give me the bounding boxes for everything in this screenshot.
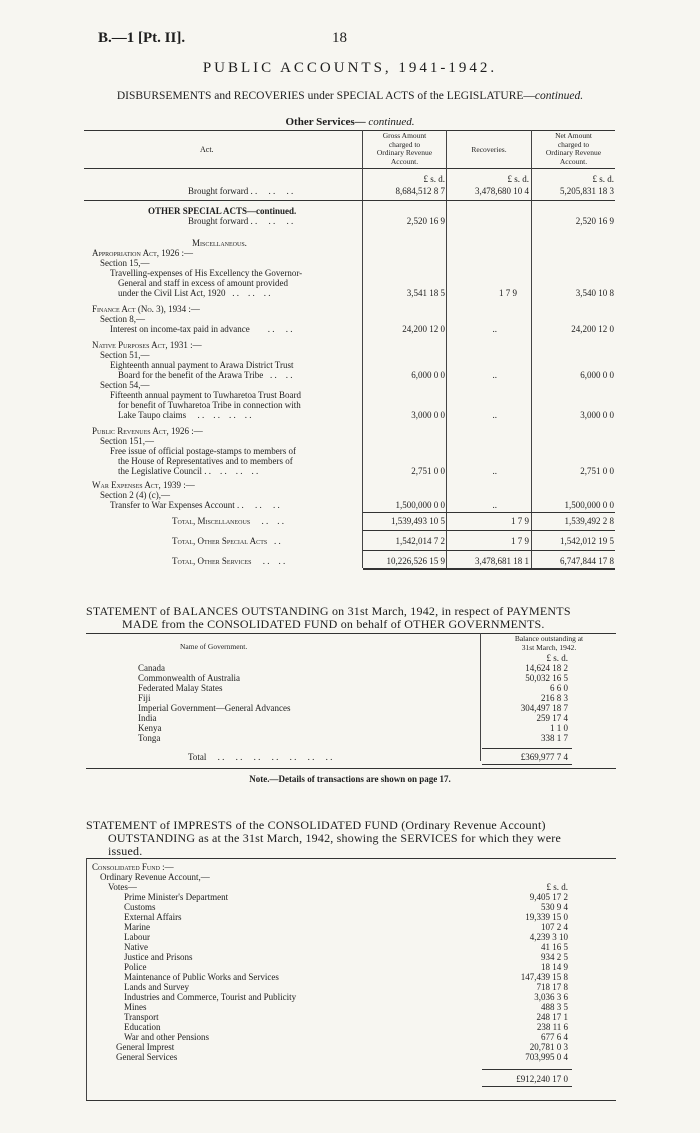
cell-net: 1,542,012 19 5	[560, 536, 614, 546]
list-item-name: Labour	[124, 932, 150, 942]
list-item-name: Imperial Government—General Advances	[138, 703, 291, 713]
item-text: General and staff in excess of amount provided	[118, 278, 289, 288]
list-item-name: Education	[124, 1022, 161, 1032]
cell-rec: ..	[492, 410, 497, 420]
cell-rec: 3,478,681 18 1	[475, 556, 529, 566]
total-row-label: Total, Other Special Acts . .	[172, 536, 281, 546]
fund-heading: Consolidated Fund :—	[92, 862, 174, 872]
item-text: Board for the benefit of the Arawa Tribe . . . .	[118, 370, 293, 380]
list-item-value: 4,239 3 10	[529, 932, 568, 942]
section-label: Other Services— continued.	[285, 116, 415, 128]
col-act-header: Act.	[200, 145, 214, 154]
cell-rec: 1 7 9	[511, 516, 529, 526]
cell-rec: ..	[492, 370, 497, 380]
list-item-name: Industries and Commerce, Tourist and Publicity	[124, 992, 297, 1002]
misc-heading: Miscellaneous.	[192, 238, 247, 248]
list-item-value: 6 6 0	[550, 683, 568, 693]
list-item-value: 18 14 9	[541, 962, 568, 972]
cell-net: 1,539,492 2 8	[564, 516, 614, 526]
item-text: Travelling-expenses of His Excellency the Governor-	[110, 268, 303, 278]
table-row: Brought forward . . . . . .	[188, 186, 294, 196]
col-net-header: Net Amount charged to Ordinary Revenue Account.	[545, 131, 602, 166]
cell-gross: 10,226,526 15 9	[386, 556, 445, 566]
section-heading: OTHER SPECIAL ACTS—continued.	[148, 206, 297, 216]
cell-net: 1,500,000 0 0	[564, 500, 614, 510]
list-item-value: 19,339 15 0	[525, 912, 568, 922]
lsd-gross: £ s. d.	[423, 174, 445, 184]
list-item-name: General Imprest	[116, 1042, 175, 1052]
list-item-name: War and other Pensions	[124, 1032, 210, 1042]
section-ref: Section 15,—	[100, 258, 150, 268]
statement-title: OUTSTANDING as at the 31st March, 1942, showing the SERVICES for which they were	[108, 831, 562, 845]
list-item-value: 677 6 4	[541, 1032, 568, 1042]
total-label: Total . . . . . . . . . . . . . .	[188, 752, 333, 762]
total-value: £369,977 7 4	[520, 752, 568, 762]
page-number: 18	[332, 30, 347, 46]
item-text: Lake Taupo claims . . . . . . . .	[118, 410, 252, 420]
list-item-name: Police	[124, 962, 147, 972]
list-item-value: 147,439 15 8	[520, 972, 568, 982]
statement-title: STATEMENT of BALANCES OUTSTANDING on 31st March, 1942, in respect of PAYMENTS	[86, 604, 571, 618]
cell-net: 5,205,831 18 3	[560, 186, 614, 196]
list-item-name: External Affairs	[124, 912, 182, 922]
cell-gross: 24,200 12 0	[402, 324, 445, 334]
act-heading: War Expenses Act, 1939 :—	[92, 480, 195, 490]
list-item-value: 41 16 5	[541, 942, 568, 952]
list-item-value: 703,995 0 4	[525, 1052, 568, 1062]
cell-rec: ..	[492, 324, 497, 334]
cell-net: 6,747,844 17 8	[560, 556, 614, 566]
cell-gross: 1,542,014 7 2	[395, 536, 445, 546]
col-name-header: Name of Government.	[180, 642, 248, 651]
cell-gross: 6,000 0 0	[411, 370, 445, 380]
document-reference: B.—1 [Pt. II].	[98, 30, 186, 46]
list-item-value: 107 2 4	[541, 922, 568, 932]
item-text: under the Civil List Act, 1920 . . . . . .	[118, 288, 271, 298]
act-heading: Finance Act (No. 3), 1934 :—	[92, 304, 200, 314]
section-ref: Section 51,—	[100, 350, 150, 360]
list-item-value: 934 2 5	[541, 952, 568, 962]
item-text: the Legislative Council . . . . . . . .	[118, 466, 259, 476]
account-heading: Ordinary Revenue Account,—	[100, 872, 210, 882]
cell-rec: ..	[492, 466, 497, 476]
list-item-name: Marine	[124, 922, 150, 932]
item-text: Free issue of official postage-stamps to members of	[110, 446, 297, 456]
list-item-value: 1 1 0	[550, 723, 568, 733]
list-item-value: 238 11 6	[536, 1022, 568, 1032]
list-item-name: Native	[124, 942, 148, 952]
cell-net: 24,200 12 0	[571, 324, 614, 334]
total-row-label: Total, Other Services . . . .	[172, 556, 286, 566]
item-text: Transfer to War Expenses Account . . . . . .	[110, 500, 280, 510]
list-item-value: 248 17 1	[536, 1012, 568, 1022]
list-item-value: 20,781 0 3	[529, 1042, 568, 1052]
list-item-name: Mines	[124, 1002, 147, 1012]
cell-net: 2,520 16 9	[575, 216, 614, 226]
total-row-label: Total, Miscellaneous . . . .	[172, 516, 284, 526]
list-item-value: 304,497 18 7	[520, 703, 568, 713]
page-title: PUBLIC ACCOUNTS, 1941-1942.	[202, 60, 498, 76]
list-item-value: 488 3 5	[541, 1002, 568, 1012]
item-text: Eighteenth annual payment to Arawa District Trust	[110, 360, 294, 370]
cell-rec: 1 7 9	[499, 288, 517, 298]
list-item-name: Canada	[138, 663, 165, 673]
page-subtitle: DISBURSEMENTS and RECOVERIES under SPECIAL ACTS of the LEGISLATURE—continued.	[116, 90, 584, 102]
votes-heading: Votes—	[108, 882, 137, 892]
table-row: Brought forward . . . . . .	[188, 216, 294, 226]
cell-gross: 2,520 16 9	[406, 216, 445, 226]
list-item-name: India	[138, 713, 157, 723]
cell-net: 6,000 0 0	[580, 370, 614, 380]
list-item-value: 14,624 18 2	[525, 663, 568, 673]
cell-gross: 1,500,000 0 0	[395, 500, 445, 510]
cell-net: 2,751 0 0	[580, 466, 614, 476]
statement-note: Note.—Details of transactions are shown on page 17.	[249, 774, 451, 784]
section-ref: Section 2 (4) (c),—	[100, 490, 170, 500]
col-gross-header: Gross Amount charged to Ordinary Revenue Account.	[376, 131, 433, 166]
cell-rec: 3,478,680 10 4	[475, 186, 529, 196]
list-item-name: Transport	[124, 1012, 159, 1022]
lsd-rec: £ s. d.	[507, 174, 529, 184]
cell-gross: 8,684,512 8 7	[395, 186, 445, 196]
total-value: £912,240 17 0	[516, 1074, 568, 1084]
lsd-header: £ s. d.	[546, 882, 568, 892]
list-item-value: 259 17 4	[536, 713, 568, 723]
cell-net: 3,540 10 8	[575, 288, 614, 298]
cell-rec: 1 7 9	[511, 536, 529, 546]
item-text: Interest on income-tax paid in advance . . . .	[110, 324, 293, 334]
cell-net: 3,000 0 0	[580, 410, 614, 420]
list-item-name: Kenya	[138, 723, 162, 733]
item-text: Fifteenth annual payment to Tuwharetoa Trust Board	[110, 390, 301, 400]
section-ref: Section 54,—	[100, 380, 150, 390]
list-item-value: 3,036 3 6	[534, 992, 568, 1002]
cell-gross: 1,539,493 10 5	[391, 516, 445, 526]
list-item-name: Tonga	[138, 733, 161, 743]
list-item-value: 338 1 7	[541, 733, 568, 743]
list-item-name: Customs	[124, 902, 156, 912]
lsd-header: £ s. d.	[546, 653, 568, 663]
col-balance-header: Balance outstanding at 31st March, 1942.	[514, 634, 584, 652]
list-item-name: Prime Minister's Department	[124, 892, 229, 902]
list-item-name: Lands and Survey	[124, 982, 189, 992]
cell-gross: 3,000 0 0	[411, 410, 445, 420]
list-item-name: Federated Malay States	[138, 683, 223, 693]
statement-title: STATEMENT of IMPRESTS of the CONSOLIDATED FUND (Ordinary Revenue Account)	[86, 818, 546, 832]
item-text: for benefit of Tuwharetoa Tribe in connection with	[118, 400, 301, 410]
statement-title: MADE from the CONSOLIDATED FUND on behalf of OTHER GOVERNMENTS.	[122, 617, 545, 631]
list-item-value: 9,405 17 2	[529, 892, 568, 902]
list-item-name: General Services	[116, 1052, 178, 1062]
list-item-value: 530 9 4	[541, 902, 568, 912]
item-text: the House of Representatives and to members of	[118, 456, 293, 466]
list-item-value: 216 8 3	[541, 693, 568, 703]
lsd-net: £ s. d.	[592, 174, 614, 184]
cell-gross: 3,541 18 5	[406, 288, 445, 298]
act-heading: Public Revenues Act, 1926 :—	[92, 426, 203, 436]
cell-rec: ..	[492, 500, 497, 510]
list-item-name: Justice and Prisons	[124, 952, 193, 962]
act-heading: Appropriation Act, 1926 :—	[92, 248, 194, 258]
list-item-value: 50,032 16 5	[525, 673, 568, 683]
section-ref: Section 8,—	[100, 314, 145, 324]
cell-gross: 2,751 0 0	[411, 466, 445, 476]
list-item-name: Fiji	[138, 693, 151, 703]
list-item-name: Commonwealth of Australia	[138, 673, 240, 683]
act-heading: Native Purposes Act, 1931 :—	[92, 340, 202, 350]
statement-title: issued.	[108, 844, 143, 858]
list-item-name: Maintenance of Public Works and Services	[124, 972, 279, 982]
section-ref: Section 151,—	[100, 436, 154, 446]
list-item-value: 718 17 8	[536, 982, 568, 992]
col-recoveries-header: Recoveries.	[471, 145, 507, 154]
